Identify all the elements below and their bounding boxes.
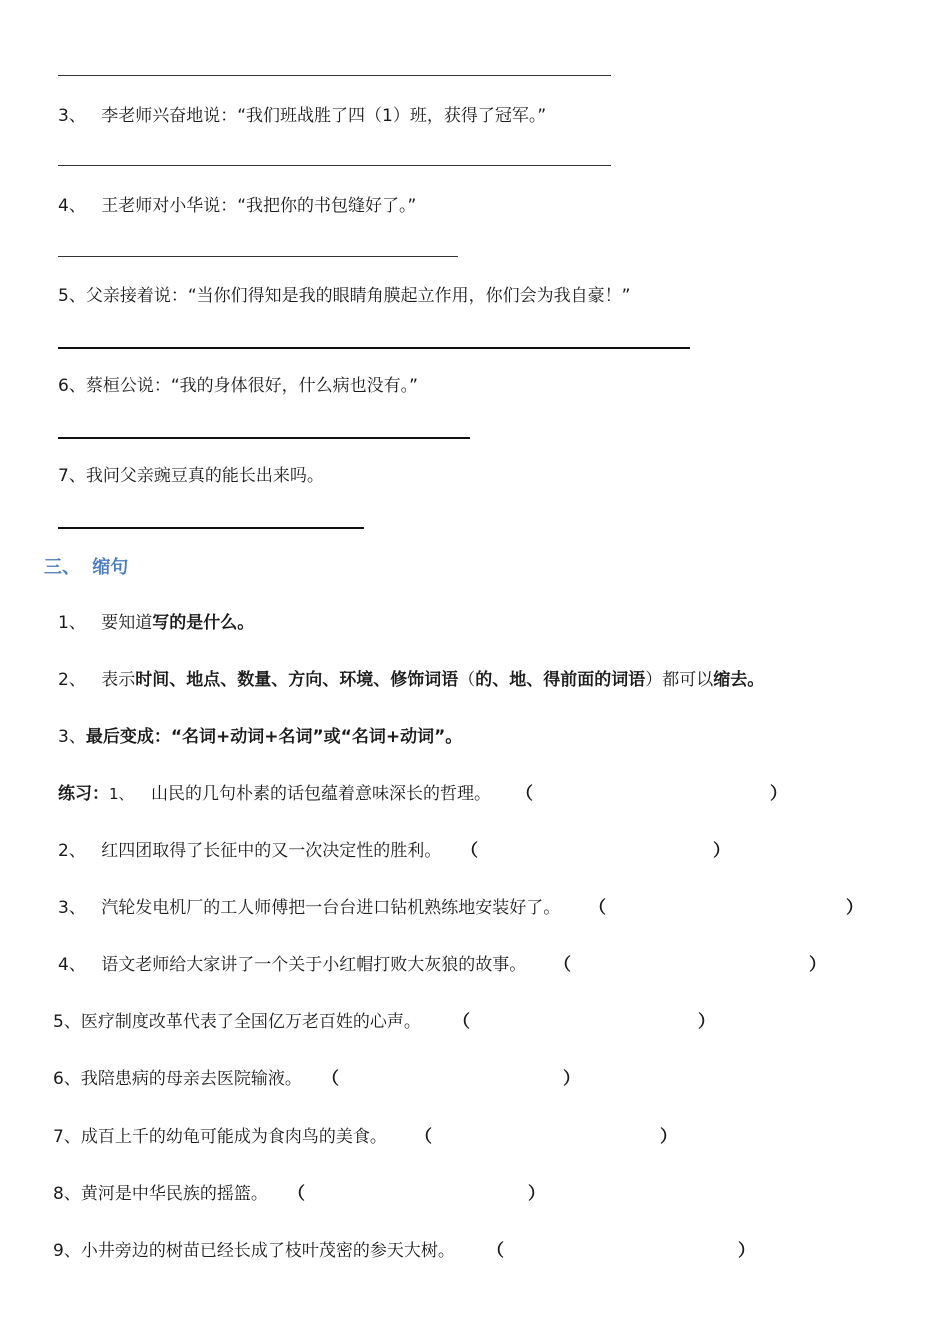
item-number: 6、 bbox=[58, 376, 86, 396]
heading-number: 三、 bbox=[44, 557, 80, 578]
item-number: 3、 bbox=[58, 898, 86, 918]
exercise-item-6 bbox=[58, 375, 418, 397]
item-text: 山民的几句朴素的话包蕴着意味深长的哲理。 bbox=[150, 784, 491, 804]
section-heading bbox=[44, 553, 128, 579]
exercise-item-3 bbox=[58, 105, 546, 127]
answer-open-paren: （ bbox=[461, 841, 478, 861]
rule-number: 2、 bbox=[58, 670, 86, 690]
answer-line-2[interactable] bbox=[58, 75, 611, 76]
practice-label: 练习： bbox=[58, 784, 109, 804]
rule-text: 要知道 bbox=[101, 613, 153, 633]
practice-item-6 bbox=[53, 1068, 302, 1090]
answer-open-paren: （ bbox=[516, 784, 533, 804]
item-number: 5、 bbox=[53, 1012, 81, 1032]
answer-line-6[interactable] bbox=[58, 437, 470, 439]
answer-open-paren: （ bbox=[322, 1069, 339, 1089]
answer-close-paren: ） bbox=[846, 898, 863, 918]
rule-1 bbox=[58, 612, 254, 634]
rule-text: 表示 bbox=[101, 670, 136, 690]
heading-title: 缩句 bbox=[92, 557, 129, 578]
answer-open-paren: （ bbox=[589, 898, 606, 918]
answer-close-paren: ） bbox=[698, 1012, 715, 1032]
item-number: 4、 bbox=[58, 196, 86, 216]
rule-number: 1、 bbox=[58, 613, 86, 633]
rule-3 bbox=[58, 726, 462, 748]
item-number: 5、 bbox=[58, 286, 86, 306]
rule-text-bold: 缩去。 bbox=[713, 670, 765, 690]
item-text: 我陪患病的母亲去医院输液。 bbox=[80, 1069, 302, 1089]
answer-close-paren: ） bbox=[528, 1184, 545, 1204]
exercise-item-5 bbox=[58, 285, 630, 307]
item-number: 7、 bbox=[53, 1127, 81, 1147]
item-text: 红四团取得了长征中的又一次决定性的胜利。 bbox=[101, 841, 442, 861]
item-number: 4、 bbox=[58, 955, 86, 975]
answer-open-paren: （ bbox=[415, 1127, 432, 1147]
item-text: 王老师对小华说：“我把你的书包缝好了。” bbox=[101, 196, 417, 216]
item-number: 6、 bbox=[53, 1069, 81, 1089]
answer-line-5[interactable] bbox=[58, 347, 690, 349]
rule-text-bold: 最后变成：“名词+动词+名词”或“名词+动词”。 bbox=[85, 727, 463, 747]
item-text: 父亲接着说：“当你们得知是我的眼睛角膜起立作用，你们会为我自豪！” bbox=[85, 286, 631, 306]
answer-close-paren: ） bbox=[738, 1241, 755, 1261]
item-text: 黄河是中华民族的摇篮。 bbox=[80, 1184, 268, 1204]
item-number: 3、 bbox=[58, 106, 86, 126]
rule-2 bbox=[58, 669, 764, 691]
practice-item-4 bbox=[58, 954, 526, 976]
practice-item-2 bbox=[58, 840, 441, 862]
item-text: 我问父亲豌豆真的能长出来吗。 bbox=[85, 466, 324, 486]
answer-line-3[interactable] bbox=[58, 165, 611, 166]
answer-open-paren: （ bbox=[453, 1012, 470, 1032]
item-text: 李老师兴奋地说：“我们班战胜了四（1）班，获得了冠军。” bbox=[101, 106, 547, 126]
item-text: 语文老师给大家讲了一个关于小红帽打败大灰狼的故事。 bbox=[101, 955, 527, 975]
answer-open-paren: （ bbox=[487, 1241, 504, 1261]
item-number: 8、 bbox=[53, 1184, 81, 1204]
answer-open-paren: （ bbox=[288, 1184, 305, 1204]
rule-text-bold: 写的是什么。 bbox=[152, 613, 255, 633]
practice-item-8 bbox=[53, 1183, 268, 1205]
practice-item-5 bbox=[53, 1011, 421, 1033]
answer-close-paren: ） bbox=[563, 1069, 580, 1089]
item-text: 蔡桓公说：“我的身体很好，什么病也没有。” bbox=[85, 376, 418, 396]
rule-text: （ bbox=[458, 670, 476, 690]
item-text: 小井旁边的树苗已经长成了枝叶茂密的参天大树。 bbox=[80, 1241, 455, 1261]
item-text: 医疗制度改革代表了全国亿万老百姓的心声。 bbox=[80, 1012, 421, 1032]
answer-open-paren: （ bbox=[554, 955, 571, 975]
rule-text-bold: 时间、地点、数量、方向、环境、修饰词语 bbox=[135, 670, 459, 690]
item-number: 7、 bbox=[58, 466, 86, 486]
exercise-item-7 bbox=[58, 465, 324, 487]
answer-close-paren: ） bbox=[713, 841, 730, 861]
practice-item-9 bbox=[53, 1240, 455, 1262]
rule-text: ）都可以 bbox=[645, 670, 714, 690]
exercise-item-4 bbox=[58, 195, 416, 217]
practice-item-3 bbox=[58, 897, 560, 919]
rule-number: 3、 bbox=[58, 727, 86, 747]
answer-line-7[interactable] bbox=[58, 527, 364, 529]
item-number: 1、 bbox=[109, 785, 134, 803]
answer-close-paren: ） bbox=[809, 955, 826, 975]
answer-close-paren: ） bbox=[770, 784, 787, 804]
practice-item-1 bbox=[58, 783, 491, 805]
answer-line-4[interactable] bbox=[58, 256, 458, 257]
item-text: 成百上千的幼龟可能成为食肉鸟的美食。 bbox=[80, 1127, 387, 1147]
item-number: 9、 bbox=[53, 1241, 81, 1261]
item-number: 2、 bbox=[58, 841, 86, 861]
practice-item-7 bbox=[53, 1126, 387, 1148]
rule-text-bold: 的、地、得前面的词语 bbox=[475, 670, 646, 690]
item-text: 汽轮发电机厂的工人师傅把一台台进口钻机熟练地安装好了。 bbox=[101, 898, 561, 918]
answer-close-paren: ） bbox=[660, 1127, 677, 1147]
